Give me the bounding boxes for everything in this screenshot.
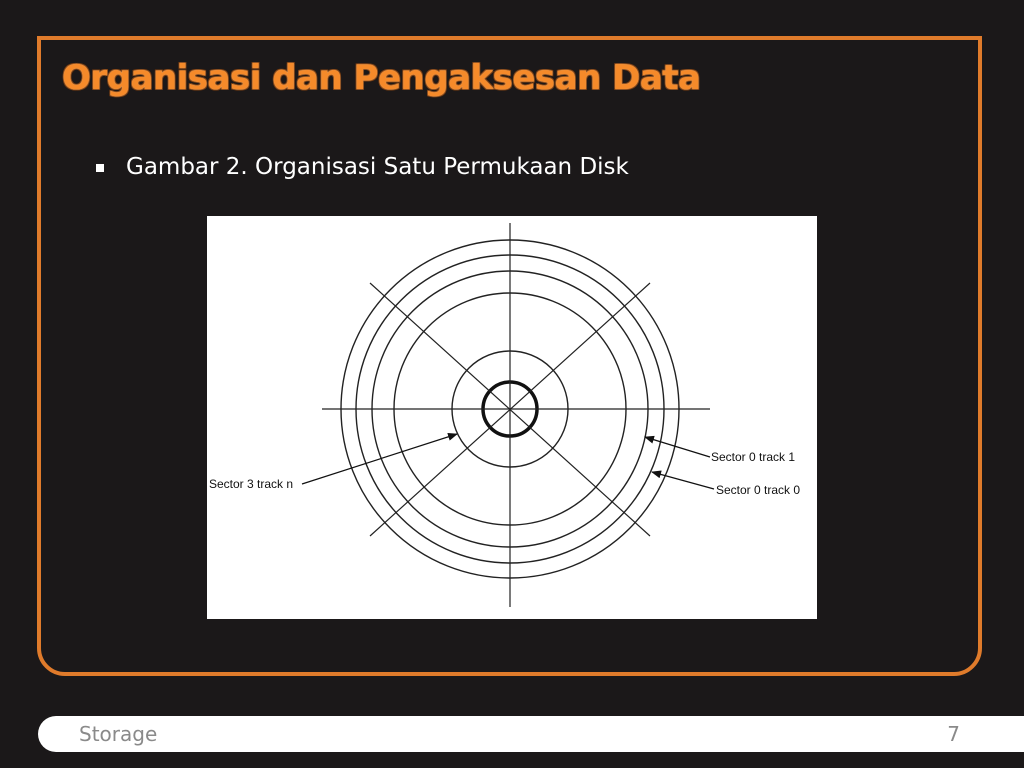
label-sector0-track1: Sector 0 track 1 <box>711 450 796 464</box>
footer-label: Storage <box>79 722 158 746</box>
label-sector0-track0: Sector 0 track 0 <box>716 483 801 497</box>
disk-surface-figure <box>207 216 817 619</box>
arrow-sector3 <box>302 434 457 484</box>
arrow-sector0-track1 <box>645 437 710 457</box>
slide-title: Organisasi dan Pengaksesan Data <box>62 58 701 98</box>
footer-bar <box>38 716 1024 752</box>
page-number: 7 <box>947 722 960 746</box>
bullet-text: Gambar 2. Organisasi Satu Permukaan Disk <box>126 154 629 180</box>
arrow-sector0-track0 <box>652 472 714 489</box>
label-sector3-track-n: Sector 3 track n <box>209 477 294 491</box>
disk-diagram <box>207 216 817 619</box>
bullet-item <box>96 154 629 180</box>
bullet-square-icon <box>96 164 104 172</box>
